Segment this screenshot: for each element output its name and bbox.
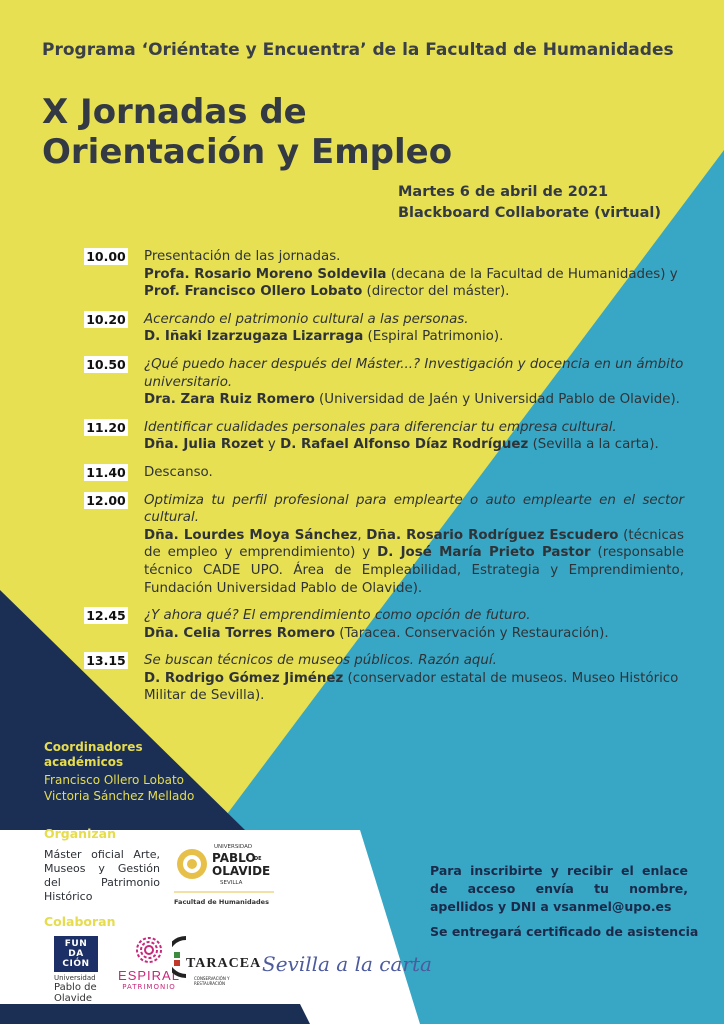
speaker-role: , — [357, 527, 367, 543]
title-line-2: Orientación y Empleo — [42, 132, 453, 172]
time-badge: 10.20 — [84, 311, 128, 328]
certificate-note: Se entregará certificado de asistencia — [430, 924, 699, 939]
coordinators-list — [44, 772, 194, 804]
time-badge: 11.20 — [84, 419, 128, 436]
agenda-item — [84, 607, 684, 642]
speaker-name: D. Rodrigo Gómez Jiménez — [144, 670, 344, 686]
session-topic: Optimiza tu perfil profesional para emplearte o auto emplearte en el sector cultural. — [144, 492, 684, 526]
coordinator-name: Victoria Sánchez Mellado — [44, 789, 195, 803]
agenda-item — [84, 464, 684, 482]
speaker-role: (Sevilla a la carta). — [528, 437, 659, 453]
speaker-name: D. Iñaki Izarzugaza Lizarraga — [144, 329, 364, 345]
event-date: Martes 6 de abril de 2021 — [398, 184, 609, 200]
upo-university-label: UNIVERSIDAD — [214, 844, 253, 850]
speaker-role: (director del máster). — [362, 284, 510, 300]
upo-logo — [174, 838, 274, 902]
coordinator-name: Francisco Ollero Lobato — [44, 773, 185, 787]
navy-bottom-strip — [0, 1004, 310, 1024]
agenda-content — [144, 652, 684, 705]
agenda-item — [84, 311, 684, 346]
speaker-role: (técnicas de empleo y emprendimiento) y — [144, 527, 684, 561]
fundacion-logo — [54, 936, 120, 1004]
agenda-content — [144, 492, 684, 598]
upo-city: SEVILLA — [220, 880, 243, 886]
session-topic: Acercando el patrimonio cultural a las personas. — [144, 311, 469, 327]
agenda-item — [84, 356, 684, 409]
speaker-role: (Taracea. Conservación y Restauración). — [335, 625, 609, 641]
speaker-name: Profa. Rosario Moreno Soldevila — [144, 266, 387, 282]
spiral-icon — [133, 936, 165, 964]
upo-name-1: PABLO — [212, 851, 256, 865]
agenda-item — [84, 248, 684, 301]
time-badge: 12.45 — [84, 607, 128, 624]
time-badge: 10.50 — [84, 356, 128, 373]
agenda — [84, 248, 684, 715]
speaker-role: y — [263, 437, 281, 453]
time-badge: 12.00 — [84, 492, 128, 509]
program-heading: Programa ‘Oriéntate y Encuentra’ de la Facultad de Humanidades — [42, 40, 674, 60]
speaker-role: (responsable técnico CADE UPO. Área de Empleabilidad, Estrategia y Emprendimiento, Fundación Universidad Pablo de Olavide). — [144, 545, 684, 596]
speaker-name: Dña. Lourdes Moya Sánchez — [144, 527, 358, 543]
organizers-title: Organizan — [44, 826, 116, 841]
session-topic: ¿Qué puedo hacer después del Máster...? Investigación y docencia en un ámbito universitario. — [144, 356, 684, 390]
fundacion-box: FUN DA CIÓN — [54, 936, 98, 972]
speaker-name: Dña. Julia Rozet — [144, 437, 264, 453]
agenda-item — [84, 492, 684, 598]
session-topic: Se buscan técnicos de museos públicos. Razón aquí. — [144, 653, 497, 669]
agenda-content — [144, 464, 684, 482]
agenda-line: Descanso. — [144, 464, 213, 480]
speaker-name: D. José María Prieto Pastor — [377, 545, 591, 561]
agenda-item — [84, 652, 684, 705]
fundacion-sub-1: Universidad — [54, 974, 96, 982]
session-topic: ¿Y ahora qué? El emprendimiento como opción de futuro. — [144, 608, 531, 624]
time-badge: 10.00 — [84, 248, 128, 265]
espiral-name: ESPIRAL — [118, 968, 180, 983]
speaker-role: (Espiral Patrimonio). — [363, 329, 504, 345]
speaker-name: Prof. Francisco Ollero Lobato — [144, 284, 363, 300]
upo-de: DE — [254, 856, 262, 862]
speaker-role: (conservador estatal de museos. Museo Histórico Militar de Sevilla). — [144, 670, 679, 704]
agenda-content — [144, 248, 684, 301]
agenda-content — [144, 311, 684, 346]
taracea-logo — [172, 932, 262, 986]
speaker-name: D. Rafael Alfonso Díaz Rodríguez — [280, 437, 529, 453]
speaker-name: Dña. Rosario Rodríguez Escudero — [366, 527, 619, 543]
agenda-content — [144, 356, 684, 409]
upo-faculty-label: Facultad de Humanidades — [174, 898, 269, 906]
speaker-role: (Universidad de Jaén y Universidad Pablo de Olavide). — [314, 392, 680, 408]
coordinators-title: Coordinadores académicos — [44, 740, 143, 769]
speaker-name: Dra. Zara Ruiz Romero — [144, 392, 315, 408]
title-line-1: X Jornadas de — [42, 92, 307, 132]
page-title — [42, 92, 452, 172]
speaker-name: Dña. Celia Torres Romero — [144, 625, 336, 641]
agenda-content — [144, 419, 684, 454]
sevilla-a-la-carta-logo: Sevilla a la carta — [262, 952, 432, 976]
collaborators-title: Colaboran — [44, 914, 116, 929]
taracea-sub: CONSERVACIÓN Y RESTAURACIÓN — [194, 976, 230, 986]
taracea-name: TARACEA — [186, 956, 262, 971]
fundacion-sub-2: Pablo de Olavide — [54, 982, 97, 1004]
master-program-text: Máster oficial Arte, Museos y Gestión del Patrimonio Histórico — [44, 848, 160, 903]
agenda-line: Presentación de las jornadas. — [144, 249, 341, 264]
upo-name-2: OLAVIDE — [212, 864, 271, 878]
registration-info: Para inscribirte y recibir el enlace de acceso envía tu nombre, apellidos y DNI a vsanmel@upo.es — [430, 863, 688, 914]
agenda-item — [84, 419, 684, 454]
time-badge: 11.40 — [84, 464, 128, 481]
session-topic: Identificar cualidades personales para diferenciar tu empresa cultural. — [144, 419, 617, 435]
agenda-content — [144, 607, 684, 642]
time-badge: 13.15 — [84, 652, 128, 669]
espiral-sub: PATRIMONIO — [122, 983, 176, 991]
event-platform: Blackboard Collaborate (virtual) — [398, 205, 662, 221]
speaker-role: (decana de la Facultad de Humanidades) y — [386, 266, 678, 282]
date-block — [398, 182, 661, 224]
